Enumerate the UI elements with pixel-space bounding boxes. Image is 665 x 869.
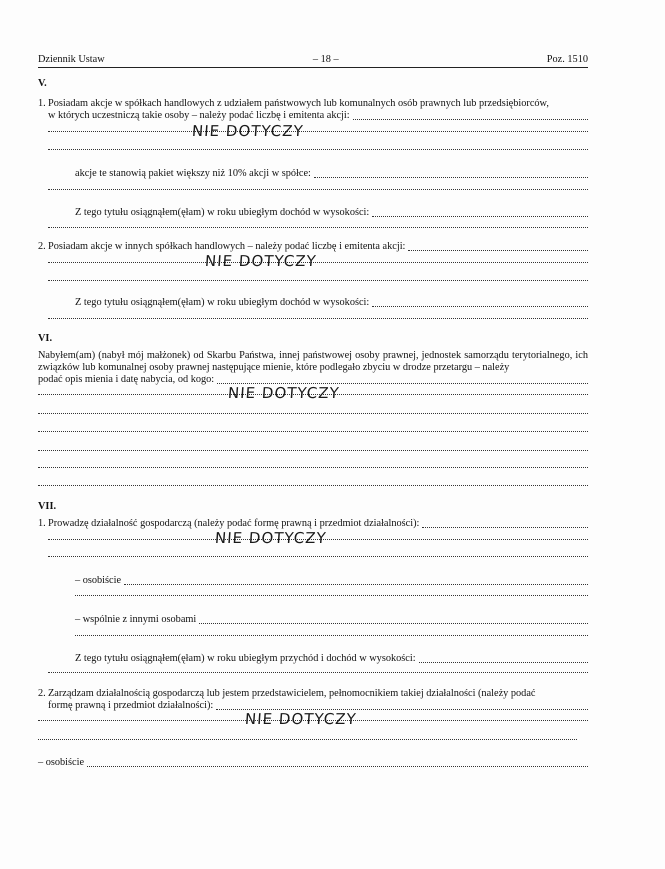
item-number: 1. [38,518,46,529]
answer-line [75,634,588,638]
answer-line: – osobiście [75,575,588,587]
text-line: Zarządzam działalnością gospodarczą lub jestem przedstawicielem, pełnomocnikiem takiej działalności (należy podać [48,688,536,699]
handwritten-answer: NIE DOTYCZY [227,384,341,402]
answer-line: Prowadzę działalność gospodarczą (należy podać formę prawną i przedmiot działalności): [48,518,588,530]
answer-line [38,412,588,416]
handwritten-answer: NIE DOTYCZY [214,529,328,547]
section-vii-title: VII. [38,501,57,512]
section-vi-title: VI. [38,333,53,344]
answer-line: Posiadam akcje w innych spółkach handlowych – należy podać liczbę i emitenta akcji: [48,241,588,253]
answer-line [38,449,588,453]
answer-line [48,671,588,675]
answer-line [38,466,588,470]
answer-line: podać opis mienia i datę nabycia, od kogo: [38,374,588,386]
handwritten-answer: NIE DOTYCZY [191,122,305,140]
answer-line [48,279,588,283]
answer-line: Z tego tytułu osiągnąłem(ęłam) w roku ubiegłym dochód w wysokości: [75,207,588,219]
page-number: – 18 – [312,54,339,65]
answer-line: – osobiście [38,757,588,769]
answer-line [75,594,588,598]
answer-line [48,261,588,265]
answer-line [48,148,588,152]
handwritten-answer: NIE DOTYCZY [204,252,318,270]
answer-line: – wspólnie z innymi osobami [75,614,588,626]
text-line: Posiadam akcje w spółkach handlowych z udziałem państwowych lub komunalnych osób prawnych lub przedsiębiorców, [48,98,549,109]
answer-line [38,430,588,434]
answer-line [48,226,588,230]
answer-line [48,130,588,134]
item-number: 2. [38,688,46,699]
handwritten-answer: NIE DOTYCZY [244,710,358,728]
journal-name: Dziennik Ustaw [38,54,105,65]
answer-line: akcje te stanowią pakiet większy niż 10% akcji w spółce: [75,168,588,180]
section-vi-text: Nabyłem(am) (nabył mój małżonek) od Skarbu Państwa, innej państwowej osoby prawnej, jednostek samorządu terytorialnego, ich związków lub komunalnej osoby prawnej następujące mienie, które podlegało zbyciu w drodze przetargu – należy [38,350,588,373]
answer-line [48,317,588,321]
section-v-title: V. [38,78,47,89]
answer-line [38,738,577,742]
item-number: 2. [38,241,46,252]
item-number: 1. [38,98,46,109]
answer-line [48,188,588,192]
answer-line: Z tego tytułu osiągnąłem(ęłam) w roku ubiegłym dochód w wysokości: [75,297,588,309]
answer-line: formę prawną i przedmiot działalności): [48,700,588,712]
answer-line: Z tego tytułu osiągnąłem(ęłam) w roku ubiegłym przychód i dochód w wysokości: [75,653,588,665]
answer-line [38,484,588,488]
page-header [38,54,588,68]
answer-line: w których uczestniczą takie osoby – należy podać liczbę i emitenta akcji: [48,110,588,122]
position-number: Poz. 1510 [546,54,588,65]
answer-line [48,555,588,559]
